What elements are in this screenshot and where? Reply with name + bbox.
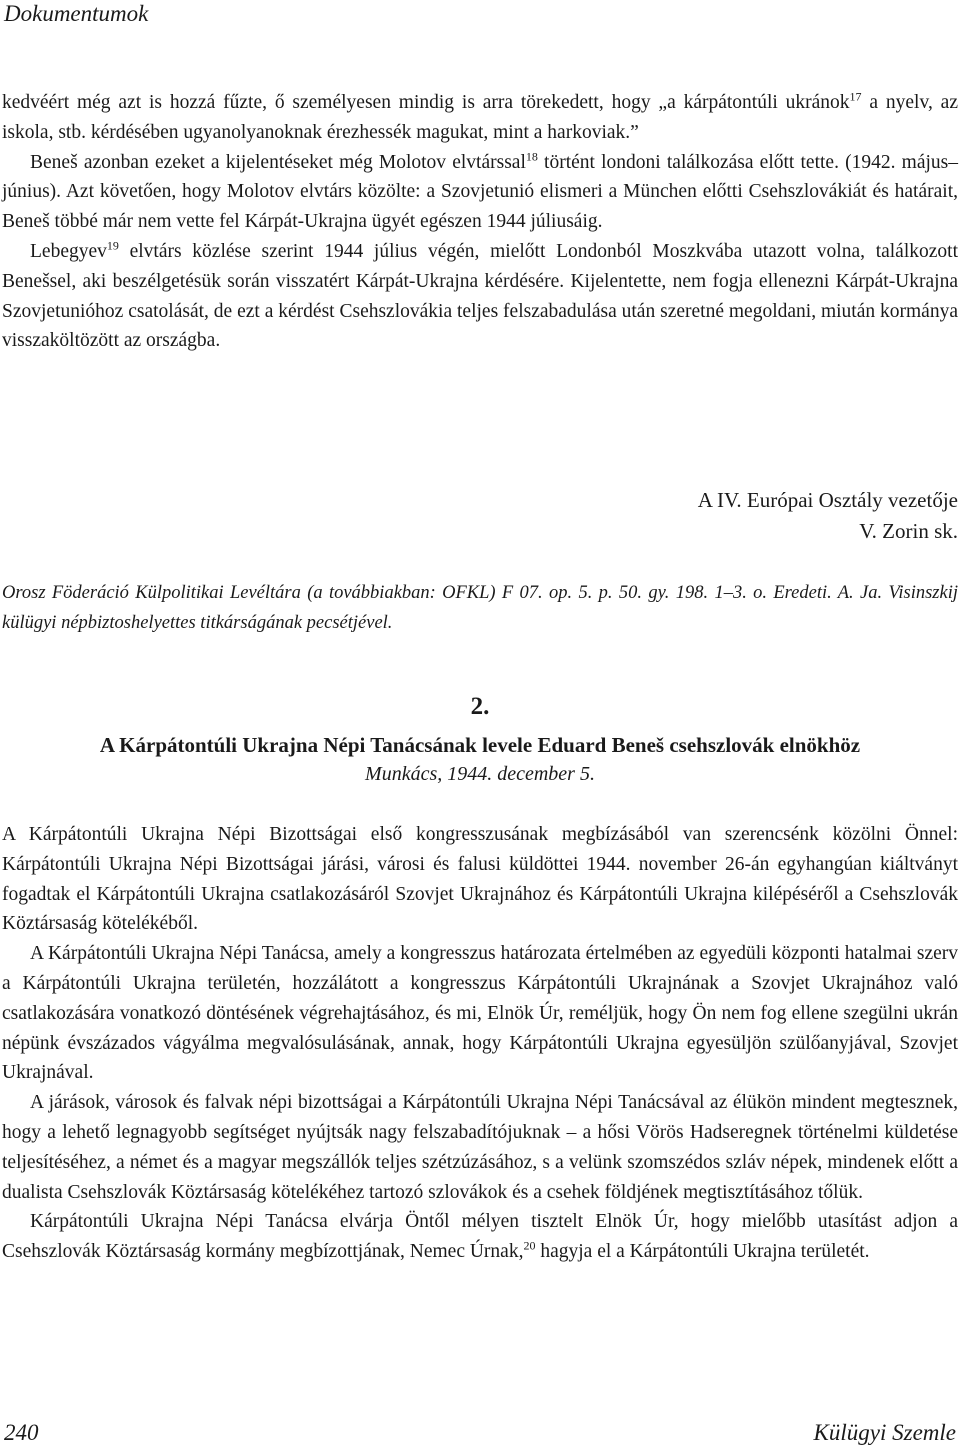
paragraph-text: hagyja el a Kárpátontúli Ukrajna területét.: [535, 1241, 870, 1263]
paragraph-text: Kárpátontúli Ukrajna Népi Tanácsa elvárja Öntől mélyen tisztelt Elnök Úr, hogy mielőbb utasítást adjon a Csehszlovák Köztársaság kormány megbízottjának, Nemec Úrnak,: [2, 1211, 958, 1263]
footnote-ref: 18: [525, 149, 538, 164]
source-note: Orosz Föderáció Külpolitikai Levéltára (a továbbiakban: OFKL) F 07. op. 5. p. 50. gy. 198. 1–3. o. Eredeti. A. Ja. Visinszkij külügyi népbiztoshelyettes titkárságának pecsétjével.: [2, 583, 958, 633]
signature-title: A IV. Európai Osztály vezetője: [697, 488, 958, 512]
document-two-body: [2, 820, 958, 1267]
document-dateline: Munkács, 1944. december 5.: [365, 763, 595, 785]
paragraph: A Kárpátontúli Ukrajna Népi Bizottságai első kongresszusának megbízásából van szerencsénk közölni Önnel: Kárpátontúli Ukrajna Népi Bizottságai járási, városi és falusi küldöttei 1944. november 26-án egyhangúan kiáltványt fogadtak el Kárpátontúli Ukrajna csatlakozásáról Szovjet Ukrajnához és Kárpátontúli Ukrajna kilépéséről a Csehszlovák Köztársaság kötelékéből.: [2, 824, 958, 935]
paragraph: [2, 1207, 958, 1267]
paragraph: [2, 88, 958, 148]
paragraph-text: kedvéért még azt is hozzá fűzte, ő személyesen mindig is arra törekedett, hogy „a kárpátontúli ukránok: [2, 92, 850, 113]
paragraph: A Kárpátontúli Ukrajna Népi Tanácsa, amely a kongresszus határozata értelmében az egyedüli központi hatalmai szerv a Kárpátontúli Ukrajna területén, hozzálátott a kongresszus Kárpátontúli Ukrajnának a Szovjet Ukrajnához való csatlakozására vonatkozó döntésének végrehajtásához, és mi, Elnök Úr, reméljük, hogy Ön nem fog ellene szegülni ukrán népünk évszázados vágyálma megvalósulásának, annak, hogy Kárpátontúli Ukrajna egyesüljön szülőanyjával, Szovjet Ukrajnával.: [2, 943, 958, 1084]
footnote-ref: 19: [106, 238, 119, 253]
running-header: Dokumentumok: [4, 1, 149, 26]
paragraph: [2, 237, 958, 356]
footnote-ref: 20: [523, 1238, 536, 1253]
paragraph-text: a nyelv, az iskola, stb. kérdésében ugyanolyanoknak érezhessék magukat, mint a harkoviak.”: [2, 92, 958, 143]
paragraph-text: történt londoni találkozása előtt tette. (1942. május–június). Azt követően, hogy Molotov elvtárs közölte: a Szovjetunió elismeri a München előtti Csehszlovákiát és határait, Beneš többé már nem vette fel Kárpát-Ukrajna ügyét egészen 1944 júliusáig.: [2, 151, 958, 233]
paragraph: [2, 148, 958, 237]
paragraph: A járások, városok és falvak népi bizottságai a Kárpátontúli Ukrajna Népi Tanácsával az élükön mindent megtesznek, hogy a lehető legnagyobb segítséget nyújtsák nagy felszabadítójuknak – a hősi Vörös Hadseregnek történelmi küldetése teljesítéséhez, a német és a magyar megszállók teljes szétzúzásához, s a velünk szomszédos szláv népek, mindenek előtt a dualista Csehszlovák Köztársaság kötelékéhez tartozó szlovákok és a csehek földjének megtisztításához tőlük.: [2, 1092, 958, 1203]
section-one-body: [2, 88, 958, 356]
paragraph-text: Beneš azonban ezeket a kijelentéseket még Molotov elvtárssal: [30, 151, 526, 173]
footnote-ref: 17: [849, 89, 862, 104]
journal-name: Külügyi Szemle: [813, 1420, 956, 1445]
document-title: A Kárpátontúli Ukrajna Népi Tanácsának levele Eduard Beneš csehszlovák elnökhöz: [99, 733, 861, 757]
page-number: 240: [4, 1420, 39, 1445]
document-number: 2.: [470, 693, 490, 720]
paragraph-text: Lebegyev: [30, 240, 107, 262]
signature-name: V. Zorin sk.: [859, 519, 958, 543]
paragraph-text: elvtárs közlése szerint 1944 július végén, mielőtt Londonból Moszkvába utazott volna, találkozott Benešsel, aki beszélgetésük során visszatért Kárpát-Ukrajna kérdésére. Kijelentette, nem fogja ellenezni Kárpát-Ukrajna Szovjetunióhoz csatolását, de ezt a kérdést Csehszlovákia teljes felszabadulása után szeretné megoldani, miután kormánya visszaköltözött az országba.: [2, 240, 958, 352]
